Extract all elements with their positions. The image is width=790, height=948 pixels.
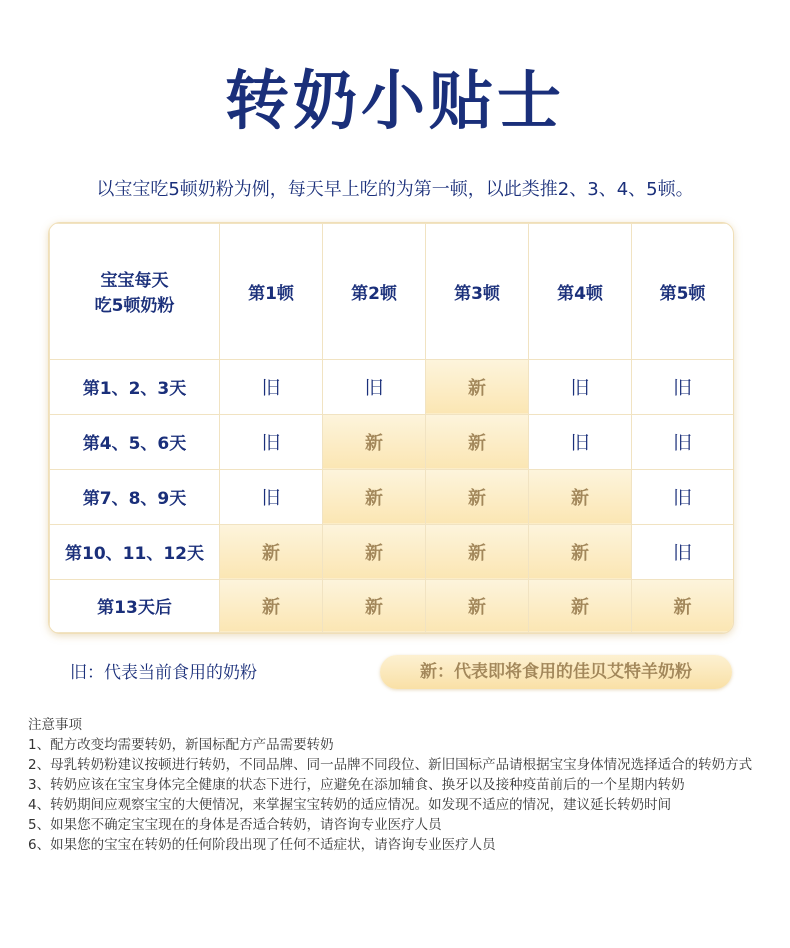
- page-title: 转奶小贴士: [225, 65, 565, 139]
- note-item: 1、配方改变均需要转奶，新国标配方产品需要转奶: [28, 737, 334, 753]
- feeding-schedule-table: [48, 222, 734, 634]
- schedule-cell: 旧: [632, 524, 734, 579]
- schedule-cell: 新: [323, 469, 426, 524]
- schedule-cell: 旧: [632, 359, 734, 414]
- legend-new-badge: 新：代表即将食用的佳贝艾特羊奶粉: [380, 655, 732, 689]
- schedule-cell: 新: [323, 414, 426, 469]
- schedule-grid: [49, 223, 734, 633]
- table-row: [50, 359, 734, 414]
- schedule-cell: 新: [529, 469, 632, 524]
- row-label: 第4、5、6天: [50, 414, 220, 469]
- schedule-cell: 新: [426, 524, 529, 579]
- note-item: 4、转奶期间应观察宝宝的大便情况，来掌握宝宝转奶的适应情况。如发现不适应的情况，建议延长转奶时间: [28, 797, 672, 813]
- note-item: 3、转奶应该在宝宝身体完全健康的状态下进行，应避免在添加辅食、换牙以及接种疫苗前后的一个星期内转奶: [28, 777, 685, 793]
- schedule-cell: 旧: [220, 359, 323, 414]
- schedule-cell: 新: [426, 579, 529, 632]
- note-item: 2、母乳转奶粉建议按顿进行转奶，不同品牌、同一品牌不同段位、新旧国标产品请根据宝宝身体情况选择适合的转奶方式: [28, 757, 753, 773]
- note-item: 6、如果您的宝宝在转奶的任何阶段出现了任何不适症状，请咨询专业医疗人员: [28, 837, 496, 853]
- column-header: 第4顿: [529, 224, 632, 360]
- row-label: 第10、11、12天: [50, 524, 220, 579]
- row-label: 第13天后: [50, 579, 220, 632]
- note-item: 5、如果您不确定宝宝现在的身体是否适合转奶，请咨询专业医疗人员: [28, 817, 442, 833]
- table-row: [50, 469, 734, 524]
- schedule-cell: 旧: [632, 414, 734, 469]
- row-label: 第1、2、3天: [50, 359, 220, 414]
- table-header-row: [50, 224, 734, 360]
- column-header: 第3顿: [426, 224, 529, 360]
- row-label: 第7、8、9天: [50, 469, 220, 524]
- schedule-cell: 旧: [529, 359, 632, 414]
- schedule-cell: 新: [323, 524, 426, 579]
- column-header: 第1顿: [220, 224, 323, 360]
- schedule-cell: 新: [220, 579, 323, 632]
- table-row: [50, 414, 734, 469]
- column-header: 第5顿: [632, 224, 734, 360]
- schedule-cell: 新: [220, 524, 323, 579]
- legend-old: 旧：代表当前食用的奶粉: [70, 663, 257, 683]
- column-header: 第2顿: [323, 224, 426, 360]
- schedule-cell: 新: [426, 359, 529, 414]
- table-row: [50, 524, 734, 579]
- schedule-cell: 新: [426, 414, 529, 469]
- schedule-cell: 旧: [323, 359, 426, 414]
- corner-header-line1: 宝宝每天: [100, 271, 169, 292]
- notes-section: [28, 715, 768, 855]
- schedule-cell: 新: [426, 469, 529, 524]
- schedule-cell: 旧: [529, 414, 632, 469]
- schedule-cell: 新: [632, 579, 734, 632]
- intro-text: 以宝宝吃5顿奶粉为例，每天早上吃的为第一顿，以此类推2、3、4、5顿。: [96, 179, 694, 200]
- schedule-cell: 新: [529, 524, 632, 579]
- corner-header-line2: 吃5顿奶粉: [94, 296, 175, 317]
- schedule-cell: 旧: [220, 469, 323, 524]
- notes-heading: 注意事项: [28, 717, 82, 733]
- schedule-cell: 新: [529, 579, 632, 632]
- schedule-cell: 新: [323, 579, 426, 632]
- schedule-cell: 旧: [220, 414, 323, 469]
- table-body: [50, 359, 734, 632]
- corner-header: [50, 224, 220, 360]
- schedule-cell: 旧: [632, 469, 734, 524]
- table-row: [50, 579, 734, 632]
